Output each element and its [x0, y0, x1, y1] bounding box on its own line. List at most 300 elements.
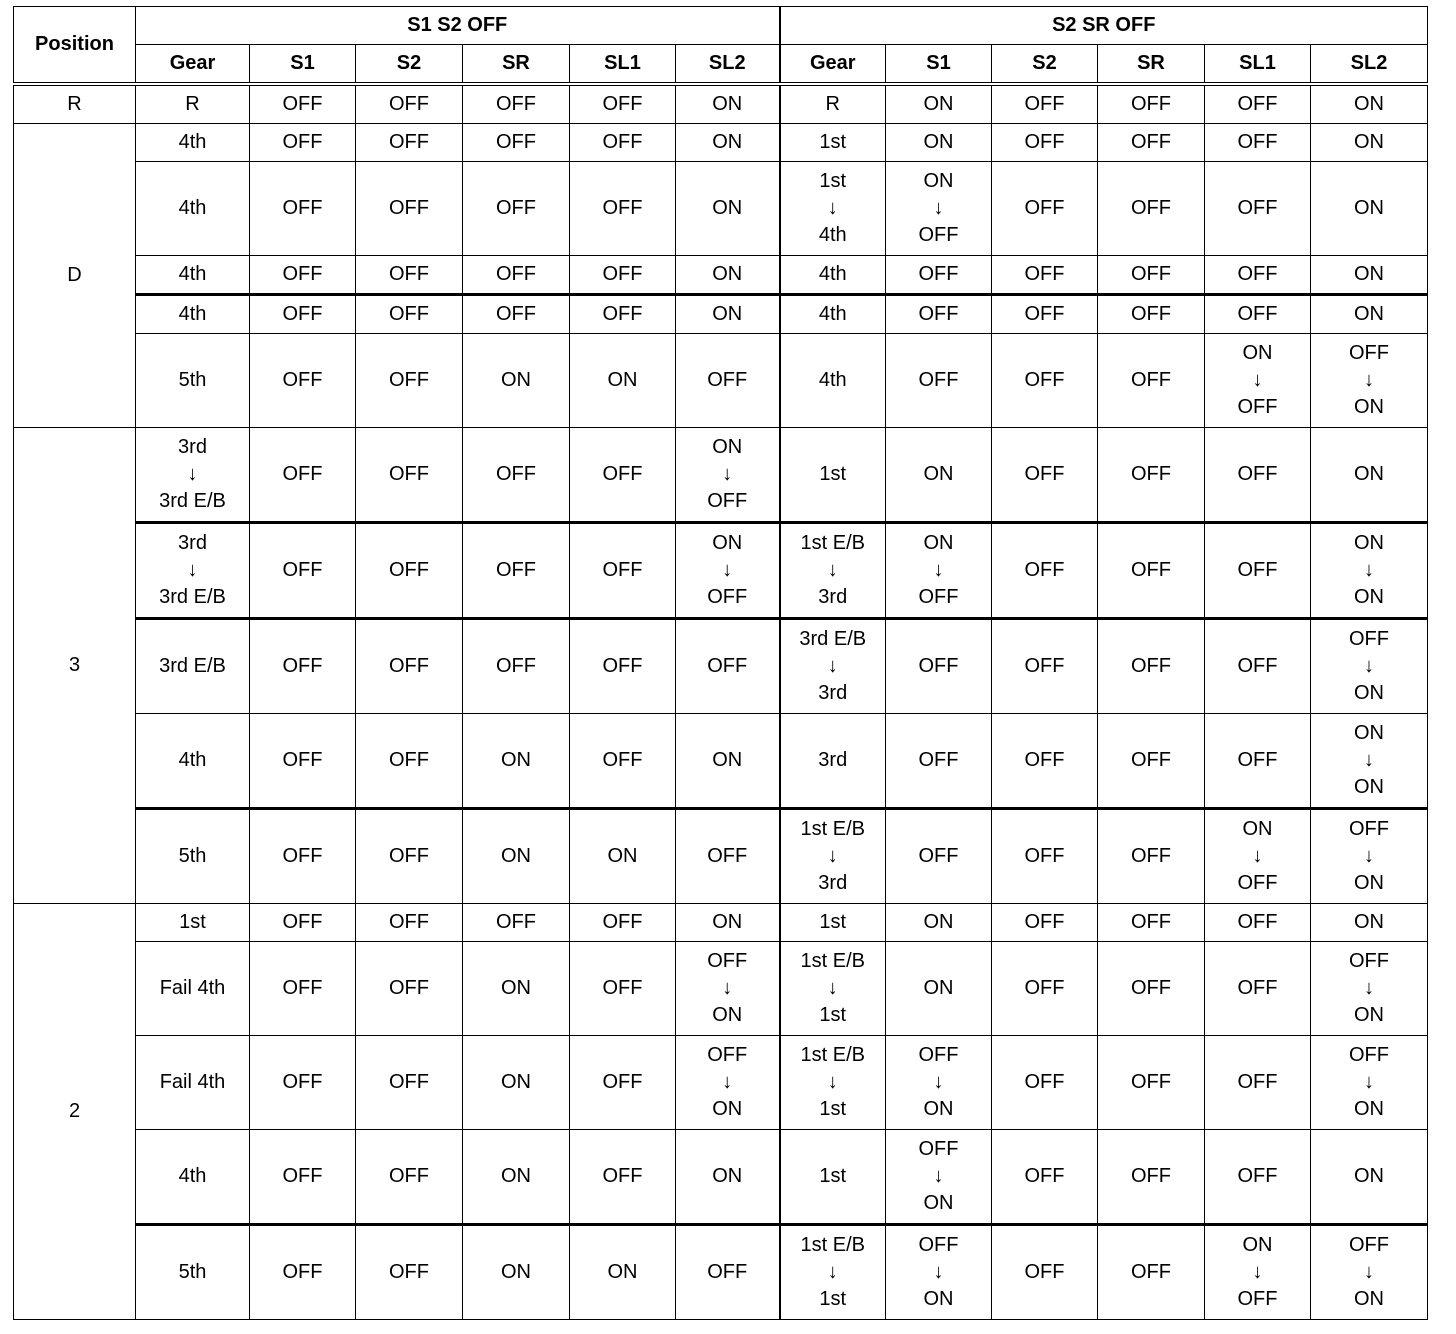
- cell-line: OFF: [1237, 1288, 1278, 1310]
- table-cell: [676, 428, 780, 523]
- table-cell: [1205, 334, 1311, 428]
- cell-line: OFF: [1237, 197, 1278, 219]
- cell-line: OFF: [389, 1071, 429, 1093]
- table-cell: [676, 523, 780, 619]
- table-cell: [1205, 162, 1311, 256]
- table-cell: [676, 1130, 780, 1225]
- table-cell: [1098, 256, 1205, 295]
- cell-line: ON: [1354, 911, 1384, 933]
- column-header-row: [14, 45, 1428, 85]
- cell-line: OFF: [602, 93, 643, 115]
- cell-line: ON: [1354, 303, 1384, 325]
- cell-line: 3rd: [178, 532, 207, 554]
- cell-line: ON: [923, 170, 954, 192]
- cell-line: 1st E/B: [800, 1234, 865, 1256]
- table-cell: [356, 295, 463, 334]
- cell-line: OFF: [496, 463, 536, 485]
- cell-line: OFF: [1349, 628, 1389, 650]
- cell-line: OFF: [918, 263, 959, 285]
- table-cell: [992, 295, 1098, 334]
- cell-line: OFF: [1349, 342, 1389, 364]
- table-cell: [1098, 619, 1205, 714]
- table-cell: [780, 162, 886, 256]
- cell-line: 1st: [819, 170, 847, 192]
- table-cell: [780, 1130, 886, 1225]
- cell-line: ON: [712, 131, 743, 153]
- cell-line: OFF: [282, 263, 323, 285]
- down-arrow-icon: ↓: [187, 559, 198, 581]
- down-arrow-icon: ↓: [827, 655, 838, 677]
- cell-line: ON: [607, 845, 638, 867]
- cell-line: ON: [923, 463, 954, 485]
- table-cell: [1098, 942, 1205, 1036]
- table-cell: [463, 1036, 570, 1130]
- table-cell: [250, 428, 356, 523]
- cell-line: OFF: [1349, 1234, 1389, 1256]
- cell-line: OFF: [496, 263, 536, 285]
- table-cell: [1098, 295, 1205, 334]
- table-cell: [250, 295, 356, 334]
- column-header-sl1-group1: SL1: [570, 45, 676, 85]
- cell-line: OFF: [1024, 977, 1065, 999]
- cell-line: ON: [501, 1261, 531, 1283]
- cell-line: 3rd: [178, 436, 207, 458]
- table-body: [14, 84, 1428, 1320]
- cell-line: OFF: [389, 263, 429, 285]
- table-cell: [1205, 256, 1311, 295]
- table-cell: [780, 428, 886, 523]
- table-cell: [1311, 124, 1428, 162]
- cell-line: ON: [1354, 1098, 1384, 1120]
- table-row: [14, 1225, 1428, 1320]
- cell-line: OFF: [282, 1165, 323, 1187]
- table-row: [14, 162, 1428, 256]
- cell-line: OFF: [602, 263, 643, 285]
- cell-line: 1st: [819, 463, 847, 485]
- column-header-gear-group1: Gear: [136, 45, 250, 85]
- cell-line: ON: [712, 303, 743, 325]
- table-cell: [463, 523, 570, 619]
- down-arrow-icon: ↓: [1364, 977, 1374, 999]
- table-cell: [676, 1036, 780, 1130]
- table-cell: [356, 942, 463, 1036]
- position-header: Position: [14, 7, 136, 85]
- cell-line: OFF: [602, 559, 643, 581]
- cell-line: 5th: [178, 369, 207, 391]
- table-cell: [676, 334, 780, 428]
- table-cell: [676, 256, 780, 295]
- cell-line: ON: [1354, 197, 1384, 219]
- table-cell: [570, 1036, 676, 1130]
- cell-line: OFF: [282, 845, 323, 867]
- table-row: [14, 619, 1428, 714]
- cell-line: OFF: [1237, 559, 1278, 581]
- table-cell: [676, 124, 780, 162]
- table-cell: [1311, 1225, 1428, 1320]
- down-arrow-icon: ↓: [1252, 369, 1263, 391]
- table-cell: [463, 714, 570, 809]
- table-row: [14, 1130, 1428, 1225]
- table-cell: [886, 714, 992, 809]
- table-cell: [992, 1130, 1098, 1225]
- cell-line: OFF: [1349, 950, 1389, 972]
- down-arrow-icon: ↓: [722, 559, 733, 581]
- table-cell: [1205, 295, 1311, 334]
- table-cell: [1205, 942, 1311, 1036]
- cell-line: ON: [712, 532, 743, 554]
- table-row: [14, 904, 1428, 942]
- cell-line: ON: [1242, 818, 1273, 840]
- cell-line: 1st: [819, 1288, 847, 1310]
- down-arrow-icon: ↓: [827, 1261, 838, 1283]
- column-header-s2-group1: S2: [356, 45, 463, 85]
- table-cell: [992, 523, 1098, 619]
- cell-line: ON: [1354, 1288, 1384, 1310]
- cell-line: ON: [1354, 93, 1384, 115]
- cell-line: OFF: [1131, 131, 1171, 153]
- cell-line: OFF: [282, 197, 323, 219]
- cell-line: ON: [923, 532, 954, 554]
- cell-line: OFF: [1024, 1165, 1065, 1187]
- table-cell: [136, 942, 250, 1036]
- cell-line: OFF: [602, 977, 643, 999]
- cell-line: 1st E/B: [800, 950, 865, 972]
- cell-line: OFF: [1237, 131, 1278, 153]
- cell-line: ON: [923, 1192, 954, 1214]
- table-cell: [992, 1225, 1098, 1320]
- cell-line: OFF: [1024, 303, 1065, 325]
- cell-line: ON: [1354, 263, 1384, 285]
- cell-line: OFF: [602, 749, 643, 771]
- table-cell: [780, 904, 886, 942]
- cell-line: OFF: [707, 1261, 748, 1283]
- table-cell: [1311, 904, 1428, 942]
- table-cell: [676, 619, 780, 714]
- cell-line: OFF: [1237, 303, 1278, 325]
- down-arrow-icon: ↓: [1252, 1261, 1263, 1283]
- down-arrow-icon: ↓: [827, 1071, 838, 1093]
- table-cell: [1098, 84, 1205, 124]
- cell-line: ON: [712, 749, 743, 771]
- table-cell: [463, 1225, 570, 1320]
- cell-line: ON: [501, 1165, 531, 1187]
- cell-line: OFF: [707, 490, 748, 512]
- table-cell: [1205, 1130, 1311, 1225]
- table-row: [14, 523, 1428, 619]
- table-cell: [1205, 714, 1311, 809]
- table-cell: [570, 1225, 676, 1320]
- cell-line: ON: [501, 1071, 531, 1093]
- column-header-gear-group2: Gear: [780, 45, 886, 85]
- solenoid-table-page: [13, 6, 1428, 1320]
- table-cell: [992, 256, 1098, 295]
- table-cell: [780, 1225, 886, 1320]
- cell-line: OFF: [707, 369, 748, 391]
- table-cell: [136, 162, 250, 256]
- table-cell: [136, 1225, 250, 1320]
- cell-line: OFF: [1024, 1071, 1065, 1093]
- cell-line: 4th: [818, 224, 847, 246]
- table-cell: [780, 809, 886, 904]
- table-cell: [676, 942, 780, 1036]
- position-cell: 3: [14, 428, 136, 904]
- cell-line: OFF: [389, 977, 429, 999]
- table-cell: [676, 1225, 780, 1320]
- table-cell: [1098, 1130, 1205, 1225]
- cell-line: 5th: [178, 1261, 207, 1283]
- cell-line: ON: [712, 1165, 743, 1187]
- cell-line: ON: [501, 749, 531, 771]
- table-cell: [136, 523, 250, 619]
- table-cell: [1205, 904, 1311, 942]
- cell-line: OFF: [282, 559, 323, 581]
- table-cell: [136, 904, 250, 942]
- cell-line: 1st: [819, 131, 847, 153]
- cell-line: ON: [1354, 1004, 1384, 1026]
- cell-line: OFF: [1024, 369, 1065, 391]
- cell-line: ON: [1354, 776, 1384, 798]
- table-cell: [570, 619, 676, 714]
- table-cell: [570, 904, 676, 942]
- table-cell: [356, 619, 463, 714]
- cell-line: OFF: [918, 655, 959, 677]
- column-header-s1-group1: S1: [250, 45, 356, 85]
- cell-line: 3rd E/B: [799, 628, 867, 650]
- table-cell: [250, 256, 356, 295]
- cell-line: OFF: [282, 463, 323, 485]
- down-arrow-icon: ↓: [827, 197, 838, 219]
- table-cell: [1098, 809, 1205, 904]
- table-cell: [463, 84, 570, 124]
- cell-line: ON: [712, 93, 743, 115]
- table-cell: [886, 942, 992, 1036]
- table-cell: [463, 809, 570, 904]
- table-cell: [250, 904, 356, 942]
- cell-line: ON: [1354, 872, 1384, 894]
- table-cell: [1098, 523, 1205, 619]
- cell-line: ON: [923, 1288, 954, 1310]
- table-cell: [676, 904, 780, 942]
- cell-line: ON: [712, 1098, 743, 1120]
- cell-line: OFF: [496, 911, 536, 933]
- table-cell: [886, 256, 992, 295]
- cell-line: OFF: [496, 131, 536, 153]
- cell-line: OFF: [282, 303, 323, 325]
- table-cell: [356, 162, 463, 256]
- table-cell: [136, 84, 250, 124]
- table-cell: [780, 942, 886, 1036]
- cell-line: OFF: [389, 911, 429, 933]
- cell-line: ON: [501, 845, 531, 867]
- position-cell: 2: [14, 904, 136, 1320]
- cell-line: OFF: [496, 559, 536, 581]
- cell-line: OFF: [602, 131, 643, 153]
- down-arrow-icon: ↓: [933, 197, 944, 219]
- table-cell: [992, 162, 1098, 256]
- cell-line: R: [185, 93, 200, 115]
- cell-line: 1st: [179, 911, 206, 933]
- cell-line: OFF: [1024, 749, 1065, 771]
- table-cell: [780, 295, 886, 334]
- cell-line: OFF: [1237, 977, 1278, 999]
- cell-line: OFF: [389, 463, 429, 485]
- cell-line: OFF: [1024, 263, 1065, 285]
- position-cell: D: [14, 124, 136, 428]
- cell-line: OFF: [1131, 845, 1171, 867]
- cell-line: Fail 4th: [159, 1071, 226, 1093]
- table-cell: [1098, 428, 1205, 523]
- down-arrow-icon: ↓: [933, 559, 944, 581]
- table-cell: [992, 809, 1098, 904]
- table-row: [14, 334, 1428, 428]
- table-cell: [356, 428, 463, 523]
- table-cell: [992, 714, 1098, 809]
- table-cell: [1311, 1130, 1428, 1225]
- table-cell: [1205, 428, 1311, 523]
- cell-line: ON: [1354, 682, 1384, 704]
- cell-line: OFF: [1131, 1261, 1171, 1283]
- cell-line: ON: [712, 1004, 743, 1026]
- table-cell: [886, 428, 992, 523]
- cell-line: ON: [923, 131, 954, 153]
- table-cell: [463, 619, 570, 714]
- table-cell: [1098, 124, 1205, 162]
- cell-line: ON: [501, 977, 531, 999]
- cell-line: OFF: [389, 197, 429, 219]
- table-cell: [356, 256, 463, 295]
- table-cell: [136, 809, 250, 904]
- table-cell: [1311, 942, 1428, 1036]
- cell-line: OFF: [918, 303, 959, 325]
- table-cell: [992, 942, 1098, 1036]
- cell-line: ON: [923, 911, 954, 933]
- table-cell: [250, 714, 356, 809]
- cell-line: 5th: [178, 845, 207, 867]
- down-arrow-icon: ↓: [1364, 559, 1374, 581]
- cell-line: ON: [1354, 463, 1384, 485]
- cell-line: OFF: [1237, 911, 1278, 933]
- table-cell: [676, 162, 780, 256]
- table-cell: [1205, 619, 1311, 714]
- table-cell: [463, 1130, 570, 1225]
- cell-line: OFF: [1024, 131, 1065, 153]
- cell-line: 3rd: [818, 682, 848, 704]
- cell-line: OFF: [1237, 655, 1278, 677]
- cell-line: OFF: [602, 463, 643, 485]
- table-cell: [250, 124, 356, 162]
- table-cell: [463, 942, 570, 1036]
- cell-line: OFF: [496, 93, 536, 115]
- table-cell: [1205, 523, 1311, 619]
- table-cell: [1205, 809, 1311, 904]
- cell-line: OFF: [1349, 1044, 1389, 1066]
- column-header-sl2-group1: SL2: [676, 45, 780, 85]
- table-cell: [250, 84, 356, 124]
- cell-line: OFF: [282, 131, 323, 153]
- cell-line: OFF: [1024, 845, 1065, 867]
- cell-line: OFF: [496, 303, 536, 325]
- table-row: [14, 809, 1428, 904]
- down-arrow-icon: ↓: [933, 1165, 944, 1187]
- cell-line: OFF: [389, 93, 429, 115]
- table-cell: [780, 1036, 886, 1130]
- down-arrow-icon: ↓: [1364, 369, 1374, 391]
- table-cell: [250, 334, 356, 428]
- table-cell: [570, 1130, 676, 1225]
- cell-line: 4th: [178, 131, 207, 153]
- table-cell: [356, 809, 463, 904]
- cell-line: ON: [923, 977, 954, 999]
- table-cell: [136, 124, 250, 162]
- cell-line: OFF: [707, 655, 748, 677]
- table-cell: [886, 334, 992, 428]
- table-cell: [780, 714, 886, 809]
- cell-line: ON: [712, 197, 743, 219]
- cell-line: ON: [1354, 131, 1384, 153]
- cell-line: OFF: [282, 93, 323, 115]
- group-header-s2-sr-off: S2 SR OFF: [780, 7, 1428, 45]
- cell-line: OFF: [1131, 263, 1171, 285]
- cell-line: ON: [1354, 586, 1384, 608]
- cell-line: OFF: [389, 749, 429, 771]
- table-cell: [570, 428, 676, 523]
- down-arrow-icon: ↓: [1364, 655, 1374, 677]
- down-arrow-icon: ↓: [722, 977, 733, 999]
- cell-line: OFF: [602, 911, 643, 933]
- table-cell: [1311, 428, 1428, 523]
- down-arrow-icon: ↓: [1364, 1261, 1374, 1283]
- table-cell: [780, 256, 886, 295]
- cell-line: OFF: [1131, 655, 1171, 677]
- down-arrow-icon: ↓: [722, 463, 733, 485]
- table-row: [14, 124, 1428, 162]
- cell-line: OFF: [496, 197, 536, 219]
- cell-line: ON: [712, 911, 743, 933]
- column-header-s1-group2: S1: [886, 45, 992, 85]
- cell-line: OFF: [1131, 559, 1171, 581]
- table-cell: [886, 523, 992, 619]
- cell-line: OFF: [282, 977, 323, 999]
- table-cell: [1098, 904, 1205, 942]
- down-arrow-icon: ↓: [827, 977, 838, 999]
- cell-line: 1st: [819, 1004, 847, 1026]
- table-cell: [780, 619, 886, 714]
- cell-line: OFF: [1131, 93, 1171, 115]
- solenoid-table: [13, 6, 1428, 1320]
- table-cell: [136, 256, 250, 295]
- down-arrow-icon: ↓: [1364, 749, 1374, 771]
- cell-line: OFF: [1131, 369, 1171, 391]
- cell-line: OFF: [1237, 396, 1278, 418]
- table-cell: [570, 942, 676, 1036]
- cell-line: ON: [923, 93, 954, 115]
- table-cell: [886, 295, 992, 334]
- cell-line: OFF: [602, 655, 643, 677]
- cell-line: OFF: [389, 1165, 429, 1187]
- cell-line: 1st: [819, 911, 847, 933]
- cell-line: OFF: [1237, 263, 1278, 285]
- table-cell: [356, 523, 463, 619]
- cell-line: OFF: [389, 303, 429, 325]
- cell-line: OFF: [1237, 1071, 1278, 1093]
- cell-line: OFF: [1024, 1261, 1065, 1283]
- cell-line: OFF: [1024, 655, 1065, 677]
- position-cell: R: [14, 84, 136, 124]
- table-cell: [992, 1036, 1098, 1130]
- cell-line: ON: [1354, 532, 1384, 554]
- table-cell: [356, 1225, 463, 1320]
- cell-line: OFF: [1237, 1165, 1278, 1187]
